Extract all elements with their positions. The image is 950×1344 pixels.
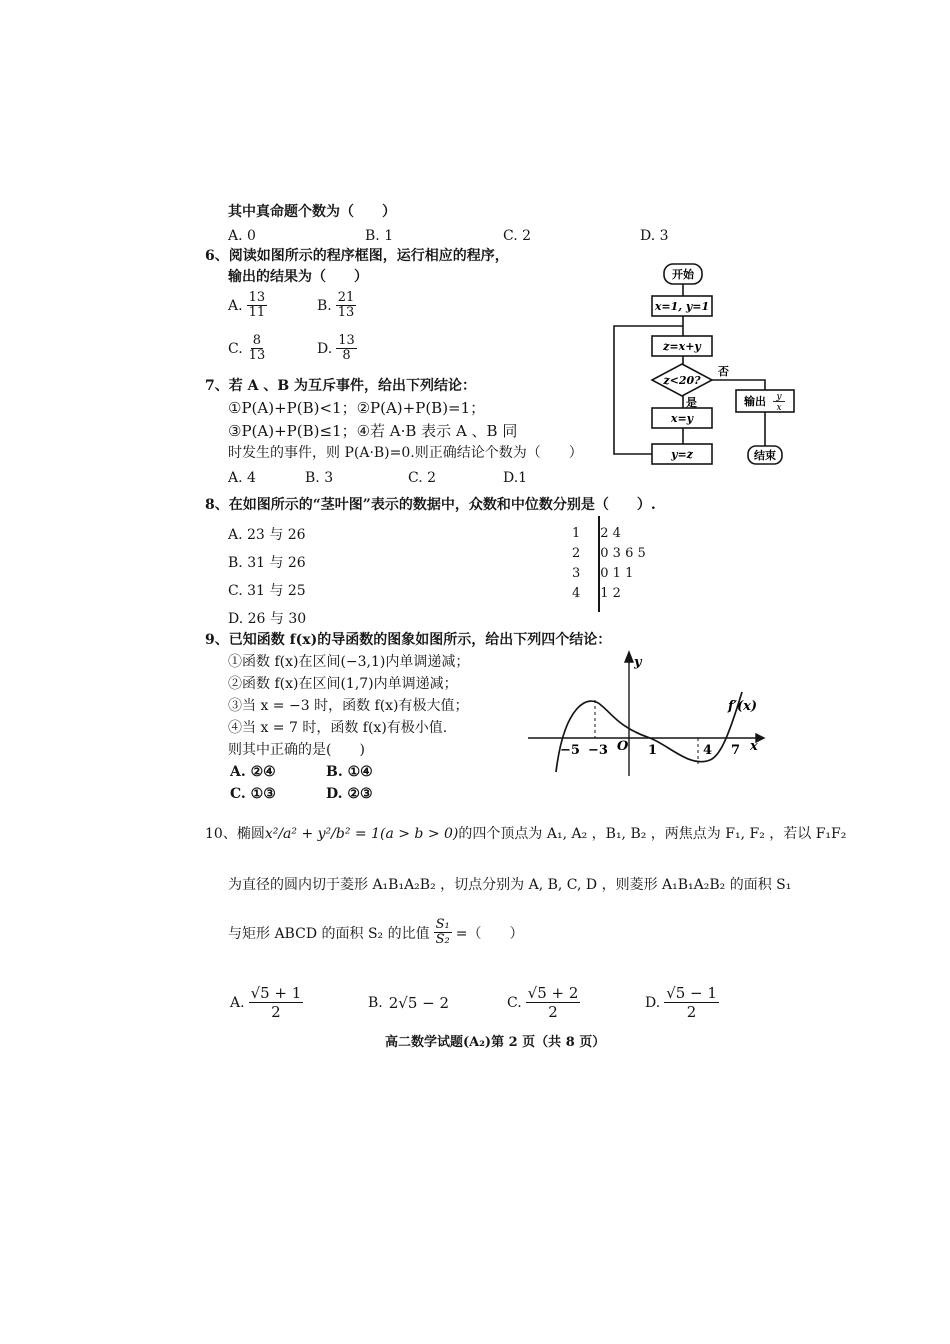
q7-option-b: B. 3 <box>305 470 334 486</box>
q9-option-b: B. ①④ <box>326 764 373 780</box>
q9-option-c: C. ①③ <box>230 786 276 802</box>
tick-label: −3 <box>588 743 608 758</box>
q6-option-c: C. $\frac{8}{13}$ <box>228 333 266 363</box>
q7-option-c: C. 2 <box>408 470 437 486</box>
q5-line: 其中真命题个数为（ ） <box>228 204 396 220</box>
q9-line6: 则其中正确的是( ) <box>228 742 365 758</box>
flow-yes-label: 是 <box>686 396 697 409</box>
flow-condition: z<20? <box>663 374 701 387</box>
derivative-curve <box>556 692 742 772</box>
q8-option-a: A. 23 与 26 <box>228 527 306 543</box>
q10-ellipse-equation: x²/a² + y²/b² = 1(a > b > 0) <box>264 826 459 842</box>
q7-line3: ③P(A)+P(B)≤1；④若 A·B 表示 A 、B 同 <box>228 422 518 440</box>
q10-line2: 为直径的圆内切于菱形 A₁B₁A₂B₂ ，切点分别为 A, B, C, D ，则菱形 A₁B₁A₂B₂ 的面积 S₁ <box>228 877 792 893</box>
q5-option-d: D. 3 <box>640 228 669 244</box>
stem: 1 <box>572 526 581 541</box>
stem-leaf-plot <box>566 524 652 604</box>
leaves: 2 4 <box>600 526 621 541</box>
q8-option-b: B. 31 与 26 <box>228 555 306 571</box>
tick-label: −5 <box>560 743 580 758</box>
q7-line2: ①P(A)+P(B)<1；②P(A)+P(B)=1； <box>228 399 486 417</box>
q6-line1: 6、阅读如图所示的程序框图，运行相应的程序， <box>205 248 509 264</box>
q6-option-d: D. $\frac{13}{8}$ <box>317 333 355 363</box>
q8-option-d: D. 26 与 30 <box>228 611 307 627</box>
flow-start: 开始 <box>672 268 694 281</box>
program-flowchart <box>600 258 805 478</box>
q10-line3: 与矩形 ABCD 的面积 S₂ 的比值 $\frac{\text{S₁}}{\text{S₂}}$ =（ ） <box>228 917 524 947</box>
flow-assign-x: x=y <box>670 412 694 425</box>
tick-label: 1 <box>648 743 658 758</box>
flow-no-label: 否 <box>718 365 729 378</box>
flow-output: 输出 <box>744 395 766 408</box>
q7-line4: 时发生的事件，则 P(A·B)=0.则正确结论个数为（ ） <box>228 445 583 461</box>
flow-assign-y: y=z <box>671 448 693 461</box>
leaves: 0 3 6 5 <box>600 546 646 561</box>
q10-line1 <box>205 825 846 843</box>
page-footer: 高二数学试题(A₂)第 2 页（共 8 页） <box>385 1035 606 1050</box>
q10-option-c: C. $\frac{√5 + 2}{2}$ <box>507 984 579 1021</box>
flow-assign-z: z=x+y <box>663 340 701 353</box>
q9-option-a: A. ②④ <box>230 764 276 780</box>
q10-option-b: B. 2√5 − 2 <box>368 994 450 1012</box>
y-axis-label: y <box>634 655 642 670</box>
q10-option-d: D. $\frac{√5 - 1}{2}$ <box>645 984 717 1021</box>
q5-option-a: A. 0 <box>228 228 256 244</box>
flow-end: 结束 <box>754 449 776 462</box>
q9-line5: ④当 x = 7 时，函数 f(x)有极小值. <box>228 720 448 736</box>
stem: 4 <box>572 586 581 601</box>
q8-line: 8、在如图所示的“茎叶图”表示的数据中，众数和中位数分别是（ ）. <box>205 497 656 513</box>
q10-suffix: 的四个顶点为 A₁, A₂ ，B₁, B₂ ，两焦点为 F₁, F₂ ，若以 F₁F₂ <box>458 826 847 842</box>
stem-leaf-row <box>566 564 652 584</box>
stem-leaf-row <box>566 584 652 604</box>
q6-line2: 输出的结果为（ ） <box>228 269 368 285</box>
q10-option-a: A. $\frac{√5 + 1}{2}$ <box>230 984 302 1021</box>
derivative-graph <box>520 648 770 780</box>
tick-label: 4 <box>703 743 713 758</box>
x-axis-label: x <box>750 739 758 754</box>
q9-line4: ③当 x = −3 时，函数 f(x)有极大值； <box>228 698 469 714</box>
stem: 3 <box>572 566 581 581</box>
q5-option-c: C. 2 <box>503 228 532 244</box>
stem-leaf-row <box>566 544 652 564</box>
leaves: 1 2 <box>600 586 621 601</box>
q9-option-d: D. ②③ <box>326 786 373 802</box>
tick-label: 7 <box>731 743 741 758</box>
stem: 2 <box>572 546 581 561</box>
q9-line2: ①函数 f(x)在区间(−3,1)内单调递减； <box>228 654 470 670</box>
q6-option-b: B. $\frac{21}{13}$ <box>317 290 355 320</box>
q6-option-a: A. $\frac{13}{11}$ <box>228 290 266 320</box>
q7-option-a: A. 4 <box>228 470 256 486</box>
stem-leaf-row <box>566 524 652 544</box>
q8-option-c: C. 31 与 25 <box>228 583 306 599</box>
flow-output-den: x <box>776 403 782 413</box>
q10-prefix: 10、椭圆 <box>205 826 265 842</box>
q5-option-b: B. 1 <box>365 228 394 244</box>
leaves: 0 1 1 <box>600 566 634 581</box>
q7-line1: 7、若 A 、B 为互斥事件，给出下列结论： <box>205 378 477 394</box>
origin-label: O <box>617 739 629 754</box>
q9-line1: 9、已知函数 f(x)的导函数的图象如图所示，给出下列四个结论： <box>205 632 612 648</box>
q9-line3: ②函数 f(x)在区间(1,7)内单调递减； <box>228 676 458 692</box>
curve-label: f′(x) <box>728 699 758 714</box>
flow-output-num: y <box>776 392 782 402</box>
flow-init: x=1, y=1 <box>654 300 710 313</box>
q7-option-d: D.1 <box>503 470 528 486</box>
